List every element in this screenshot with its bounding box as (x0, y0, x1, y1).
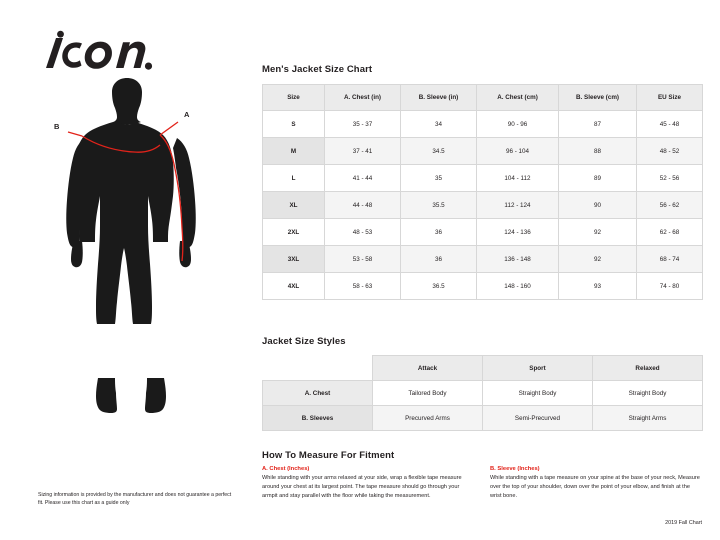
cell-chest-cm: 112 - 124 (477, 192, 559, 219)
table-row (263, 273, 703, 300)
col-header-sleeve-cm: B. Sleeve (cm) (559, 85, 637, 111)
table-row (263, 192, 703, 219)
col-header-size: Size (263, 85, 325, 111)
styles-col-relaxed: Relaxed (593, 356, 703, 381)
table-row (263, 246, 703, 273)
cell-eu-size: 48 - 52 (637, 138, 703, 165)
table-row (263, 111, 703, 138)
styles-cell-sport: Straight Body (483, 381, 593, 406)
how-to-measure-columns (262, 466, 702, 501)
styles-section-title: Jacket Size Styles (262, 336, 346, 347)
styles-cell-attack: Tailored Body (373, 381, 483, 406)
cell-sleeve-cm: 90 (559, 192, 637, 219)
cell-size: 3XL (263, 246, 325, 273)
styles-col-attack: Attack (373, 356, 483, 381)
cell-chest-in: 35 - 37 (325, 111, 401, 138)
cell-sleeve-cm: 93 (559, 273, 637, 300)
cell-eu-size: 62 - 68 (637, 219, 703, 246)
icon-logo (36, 30, 156, 72)
cell-eu-size: 52 - 56 (637, 165, 703, 192)
cell-sleeve-cm: 88 (559, 138, 637, 165)
styles-header-row (263, 356, 703, 381)
styles-col-sport: Sport (483, 356, 593, 381)
table-row (263, 406, 703, 431)
body-figure-diagram (38, 78, 228, 433)
size-chart-table (262, 84, 703, 300)
cell-sleeve-in: 36 (401, 219, 477, 246)
jacket-size-styles-table (262, 355, 703, 431)
how-to-measure-title: How To Measure For Fitment (262, 450, 395, 461)
content-panel (262, 0, 702, 540)
table-header-row (263, 85, 703, 111)
page-title: Men's Jacket Size Chart (262, 64, 373, 75)
styles-cell-sport: Semi-Precurved (483, 406, 593, 431)
cell-chest-cm: 96 - 104 (477, 138, 559, 165)
table-row (263, 138, 703, 165)
cell-chest-cm: 90 - 96 (477, 111, 559, 138)
cell-eu-size: 68 - 74 (637, 246, 703, 273)
cell-eu-size: 74 - 80 (637, 273, 703, 300)
cell-chest-cm: 136 - 148 (477, 246, 559, 273)
cell-chest-in: 44 - 48 (325, 192, 401, 219)
cell-eu-size: 45 - 48 (637, 111, 703, 138)
cell-eu-size: 56 - 62 (637, 192, 703, 219)
table-row (263, 165, 703, 192)
cell-sleeve-in: 34 (401, 111, 477, 138)
cell-size: L (263, 165, 325, 192)
col-header-sleeve-in: B. Sleeve (in) (401, 85, 477, 111)
styles-cell-attack: Precurved Arms (373, 406, 483, 431)
cell-chest-cm: 124 - 136 (477, 219, 559, 246)
callout-label-a: A (184, 110, 190, 119)
col-header-eu-size: EU Size (637, 85, 703, 111)
cell-sleeve-cm: 92 (559, 219, 637, 246)
left-panel (0, 0, 250, 540)
male-body-silhouette (66, 78, 196, 413)
cell-size: S (263, 111, 325, 138)
cell-sleeve-in: 36.5 (401, 273, 477, 300)
cell-chest-cm: 148 - 160 (477, 273, 559, 300)
cell-sleeve-in: 34.5 (401, 138, 477, 165)
cell-chest-in: 58 - 63 (325, 273, 401, 300)
cell-size: XL (263, 192, 325, 219)
measure-sleeve-column (490, 466, 702, 501)
table-row (263, 219, 703, 246)
styles-row-label: B. Sleeves (263, 406, 373, 431)
measure-sleeve-heading: B. Sleeve (Inches) (490, 466, 540, 472)
cell-sleeve-in: 36 (401, 246, 477, 273)
styles-cell-relaxed: Straight Body (593, 381, 703, 406)
table-row (263, 381, 703, 406)
cell-size: M (263, 138, 325, 165)
cell-chest-in: 37 - 41 (325, 138, 401, 165)
footer-chart-version: 2019 Fall Chart (665, 520, 702, 526)
cell-sleeve-in: 35 (401, 165, 477, 192)
measure-sleeve-body: While standing with a tape measure on your spine at the base of your neck, Measure over the top of your shoulder, down over the point of your elbow, and finish at the wrist bone. (490, 475, 700, 500)
styles-cell-relaxed: Straight Arms (593, 406, 703, 431)
callout-label-b: B (54, 122, 60, 131)
cell-chest-in: 48 - 53 (325, 219, 401, 246)
measure-chest-body: While standing with your arms relaxed at your side, wrap a flexible tape measure around your chest at its largest point. The tape measure should go through your armpit and stay parallel with the floor while taking the measurement. (262, 475, 462, 500)
measure-chest-column (262, 466, 474, 501)
cell-size: 4XL (263, 273, 325, 300)
cell-sleeve-cm: 89 (559, 165, 637, 192)
styles-corner-cell (263, 356, 373, 381)
col-header-chest-in: A. Chest (in) (325, 85, 401, 111)
cell-size: 2XL (263, 219, 325, 246)
cell-sleeve-cm: 87 (559, 111, 637, 138)
cell-sleeve-cm: 92 (559, 246, 637, 273)
cell-chest-in: 41 - 44 (325, 165, 401, 192)
col-header-chest-cm: A. Chest (cm) (477, 85, 559, 111)
styles-row-label: A. Chest (263, 381, 373, 406)
cell-sleeve-in: 35.5 (401, 192, 477, 219)
cell-chest-cm: 104 - 112 (477, 165, 559, 192)
cell-chest-in: 53 - 58 (325, 246, 401, 273)
measure-chest-heading: A. Chest (Inches) (262, 466, 310, 472)
sizing-disclaimer: Sizing information is provided by the manufacturer and does not guarantee a perfect fit. Please use this chart as a guide only (38, 492, 232, 506)
